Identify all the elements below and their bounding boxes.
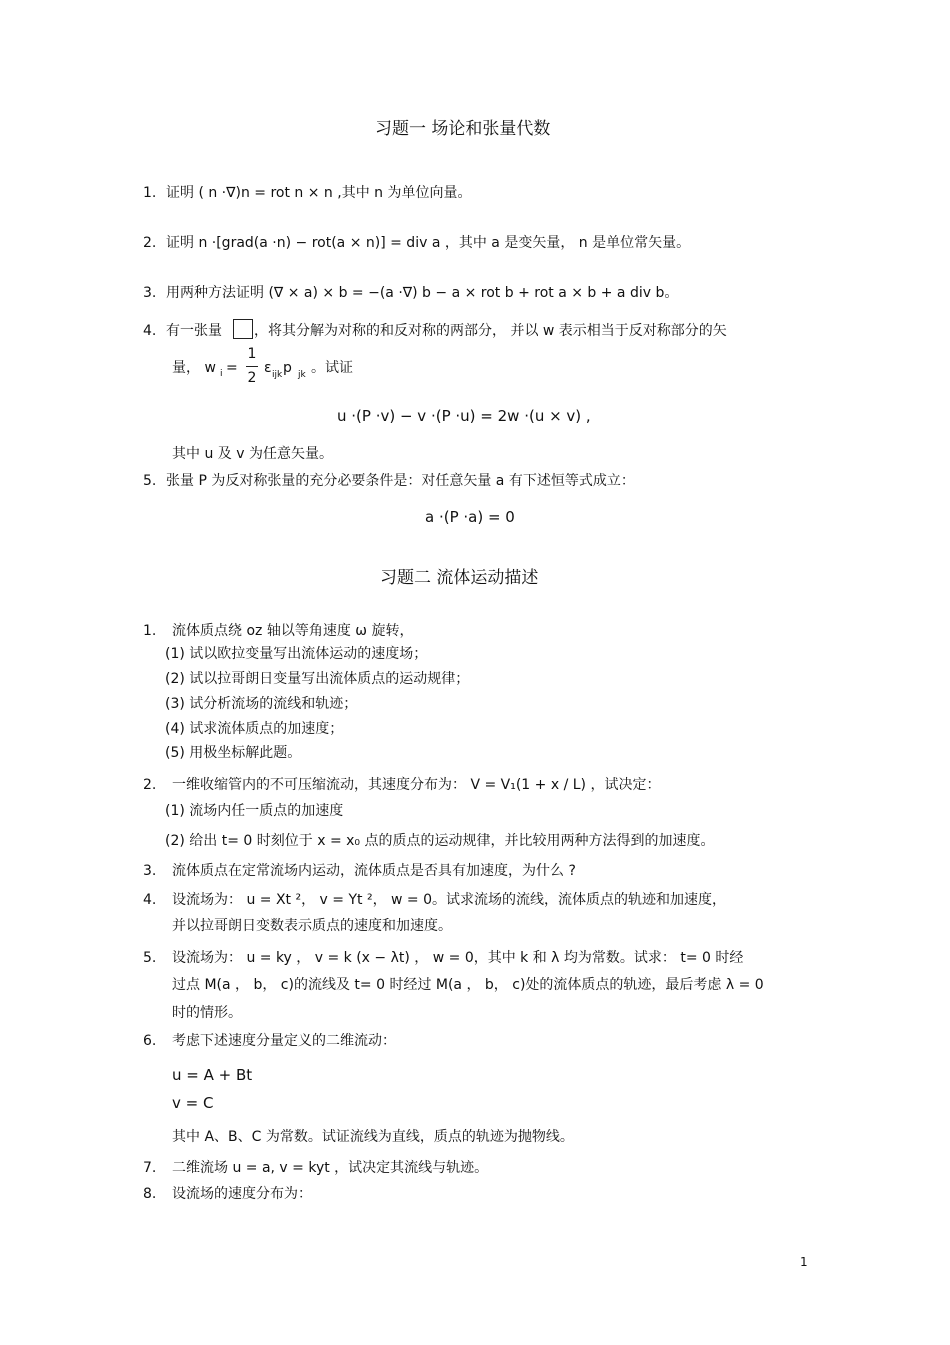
problem-text: 张量 P 为反对称张量的充分必要条件是：对任意矢量 a 有下述恒等式成立： (166, 473, 635, 489)
fraction-numerator: 1 (247, 346, 257, 362)
problem-number: 1. (143, 185, 157, 201)
sub-question: (1) 试以欧拉变量写出流体运动的速度场； (165, 646, 428, 662)
problem-text: 用两种方法证明 (∇ × a) × b = −(a ·∇) b − a × rot b + rot a × b + a div b。 (166, 285, 679, 301)
problem-text: 二维流场 u = a, v = kyt ，试决定其流线与轨迹。 (172, 1160, 489, 1176)
problem-number: 6. (143, 1033, 157, 1049)
equation: u ·(P ·v) − v ·(P ·u) = 2w ·(u × v) , (337, 407, 591, 425)
problem-text: 证明 ( n ·∇)n = rot n × n ,其中 n 为单位向量。 (166, 185, 472, 201)
problem-text: 一维收缩管内的不可压缩流动，其速度分布为： V = V₁(1 + x / L) ，试决定： (172, 777, 661, 793)
problem-text-part: ，将其分解为对称的和反对称的两部分， 并以 w 表示相当于反对称部分的矢 (254, 323, 727, 339)
equation: a ·(P ·a) = 0 (425, 508, 515, 526)
problem-number: 4. (143, 323, 157, 339)
problem-number: 5. (143, 950, 157, 966)
problem-text: 证明 n ·[grad(a ·n) − rot(a × n)] = div a ，其中 a 是变矢量， n 是单位常矢量。 (166, 235, 691, 251)
problem-text: 设流场的速度分布为： (172, 1186, 312, 1202)
equation: v = C (172, 1094, 214, 1112)
subscript: jk (298, 370, 306, 380)
problem-text: 并以拉哥朗日变数表示质点的速度和加速度。 (172, 918, 452, 934)
equation: u = A + Bt (172, 1066, 253, 1084)
sub-question: (2) 试以拉哥朗日变量写出流体质点的运动规律； (165, 671, 470, 687)
section1-title: 习题一 场论和张量代数 (375, 119, 551, 139)
problem-number: 2. (143, 777, 157, 793)
problem-text: 设流场为： u = ky ， v = k (x − λt) ， w = 0，其中 k 和 λ 均为常数。试求： t= 0 时经 (172, 950, 744, 966)
fraction-bar (246, 366, 258, 367)
section2-title: 习题二 流体运动描述 (380, 568, 539, 588)
fraction-denominator: 2 (247, 370, 257, 386)
sub-question: (2) 给出 t= 0 时刻位于 x = x₀ 点的质点的运动规律，并比较用两种方法得到的加速度。 (165, 833, 715, 849)
tensor-placeholder-box (233, 319, 253, 339)
page-number: 1 (800, 1255, 808, 1269)
problem-text: 流体质点绕 oz 轴以等角速度 ω 旋转， (172, 623, 414, 639)
problem-text: 其中 A、B、C 为常数。试证流线为直线，质点的轨迹为抛物线。 (172, 1129, 574, 1145)
problem-number: 8. (143, 1186, 157, 1202)
problem-text-part: 量， w (172, 360, 216, 376)
problem-text: 其中 u 及 v 为任意矢量。 (172, 446, 333, 462)
sub-question: (1) 流场内任一质点的加速度 (165, 803, 344, 819)
problem-text: 设流场为： u = Xt ²， v = Yt ²， w = 0。试求流场的流线，流体质点的轨迹和加速度， (172, 892, 727, 908)
problem-text: 过点 M(a ， b， c)的流线及 t= 0 时经过 M(a ， b， c)处的流体质点的轨迹，最后考虑 λ = 0 (172, 977, 764, 993)
problem-number: 3. (143, 863, 157, 879)
problem-number: 7. (143, 1160, 157, 1176)
sub-question: (5) 用极坐标解此题。 (165, 745, 302, 761)
problem-text-part: = (226, 360, 238, 376)
subscript: ijk (272, 370, 283, 380)
problem-number: 3. (143, 285, 157, 301)
problem-number: 2. (143, 235, 157, 251)
problem-number: 5. (143, 473, 157, 489)
problem-text: 时的情形。 (172, 1005, 242, 1021)
problem-number: 4. (143, 892, 157, 908)
problem-text-part: 有一张量 (166, 323, 222, 339)
sub-question: (4) 试求流体质点的加速度； (165, 721, 344, 737)
subscript: i (220, 369, 223, 379)
problem-text: 考虑下述速度分量定义的二维流动： (172, 1033, 396, 1049)
epsilon-symbol: ε (264, 360, 272, 376)
problem-text-part: p (283, 360, 292, 376)
problem-text-part: 。试证 (311, 360, 353, 376)
problem-text: 流体质点在定常流场内运动，流体质点是否具有加速度，为什么 ? (172, 863, 576, 879)
problem-number: 1. (143, 623, 157, 639)
sub-question: (3) 试分析流场的流线和轨迹； (165, 696, 358, 712)
